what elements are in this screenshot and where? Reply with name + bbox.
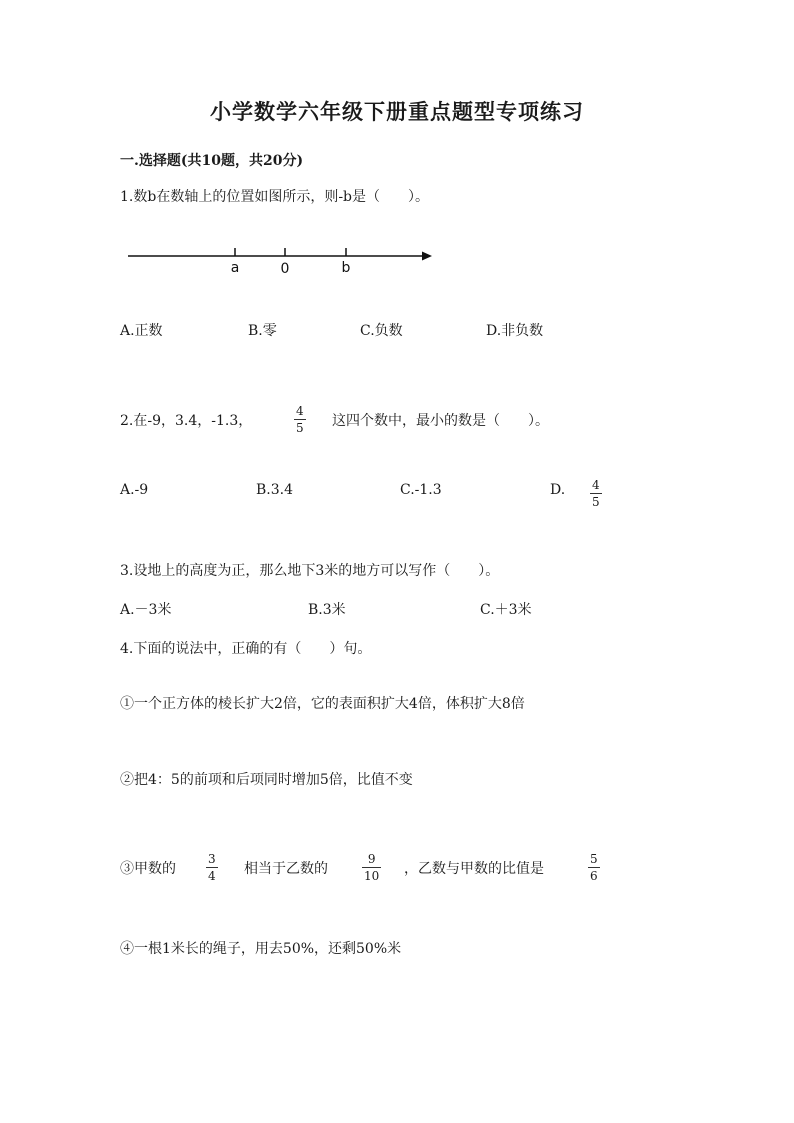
q2-option-d[interactable]: D. (550, 482, 566, 498)
fraction-numerator: 5 (590, 852, 598, 866)
section-heading: 一.选择题(共10题，共20分) (120, 153, 304, 169)
q4-statement-1: ①一个正方体的棱长扩大2倍，它的表面积扩大4倍，体积扩大8倍 (120, 696, 525, 712)
fraction-bar (294, 419, 306, 420)
q4-statement-3-part-b: 相当于乙数的 (244, 861, 328, 877)
fraction-denominator: 10 (364, 869, 380, 883)
fraction-denominator: 6 (590, 869, 598, 883)
q1-option-d[interactable]: D.非负数 (486, 323, 544, 339)
fraction-bar (362, 867, 381, 868)
fraction-bar (590, 493, 602, 494)
q1-option-a[interactable]: A.正数 (120, 323, 163, 339)
fraction-denominator: 5 (592, 495, 600, 509)
fraction-numerator: 9 (367, 852, 376, 866)
fraction-numerator: 3 (208, 852, 216, 866)
q2-fraction (294, 404, 306, 435)
q4-s3-fraction-3 (588, 852, 600, 883)
axis-label-b: b (341, 260, 351, 276)
q2-option-a[interactable]: A.-9 (120, 482, 149, 498)
question-2-stem-after: 这四个数中，最小的数是（ ）。 (332, 413, 549, 429)
q1-option-c[interactable]: C.负数 (360, 323, 403, 339)
q3-option-a[interactable]: A.－3米 (120, 602, 172, 618)
arrow-head-icon (422, 252, 432, 261)
q4-statement-4: ④一根1米长的绳子，用去50%，还剩50%米 (120, 941, 402, 957)
q1-option-b[interactable]: B.零 (248, 323, 277, 339)
question-3-stem: 3.设地上的高度为正，那么地下3米的地方可以写作（ ）。 (120, 563, 500, 579)
fraction-denominator: 4 (208, 869, 216, 883)
q4-statement-3-part-c: ，乙数与甲数的比值是 (404, 861, 544, 877)
axis-label-zero: 0 (280, 261, 290, 277)
q4-statement-3-part-a: ③甲数的 (120, 861, 176, 877)
number-line-figure (120, 238, 440, 278)
q2-option-c[interactable]: C.-1.3 (400, 482, 442, 498)
question-4-stem: 4.下面的说法中，正确的有（ ）句。 (120, 641, 372, 657)
page-title: 小学数学六年级下册重点题型专项练习 (210, 99, 584, 124)
q4-statement-2: ②把4：5的前项和后项同时增加5倍，比值不变 (120, 772, 413, 788)
question-2-stem-before: 2.在-9，3.4，-1.3， (120, 413, 253, 429)
q4-s3-fraction-2 (362, 852, 381, 883)
q3-option-c[interactable]: C.＋3米 (480, 602, 532, 618)
fraction-bar (588, 867, 600, 868)
fraction-bar (206, 867, 218, 868)
axis-label-a: a (230, 260, 240, 276)
q3-option-b[interactable]: B.3米 (308, 602, 346, 618)
q2-option-d-fraction (590, 478, 602, 509)
question-1-stem: 1.数b在数轴上的位置如图所示，则-b是（ ）。 (120, 189, 430, 205)
q4-s3-fraction-1 (206, 852, 218, 883)
fraction-denominator: 5 (296, 421, 304, 435)
q2-option-b[interactable]: B.3.4 (256, 482, 294, 498)
fraction-numerator: 4 (296, 404, 304, 418)
fraction-numerator: 4 (592, 478, 600, 492)
